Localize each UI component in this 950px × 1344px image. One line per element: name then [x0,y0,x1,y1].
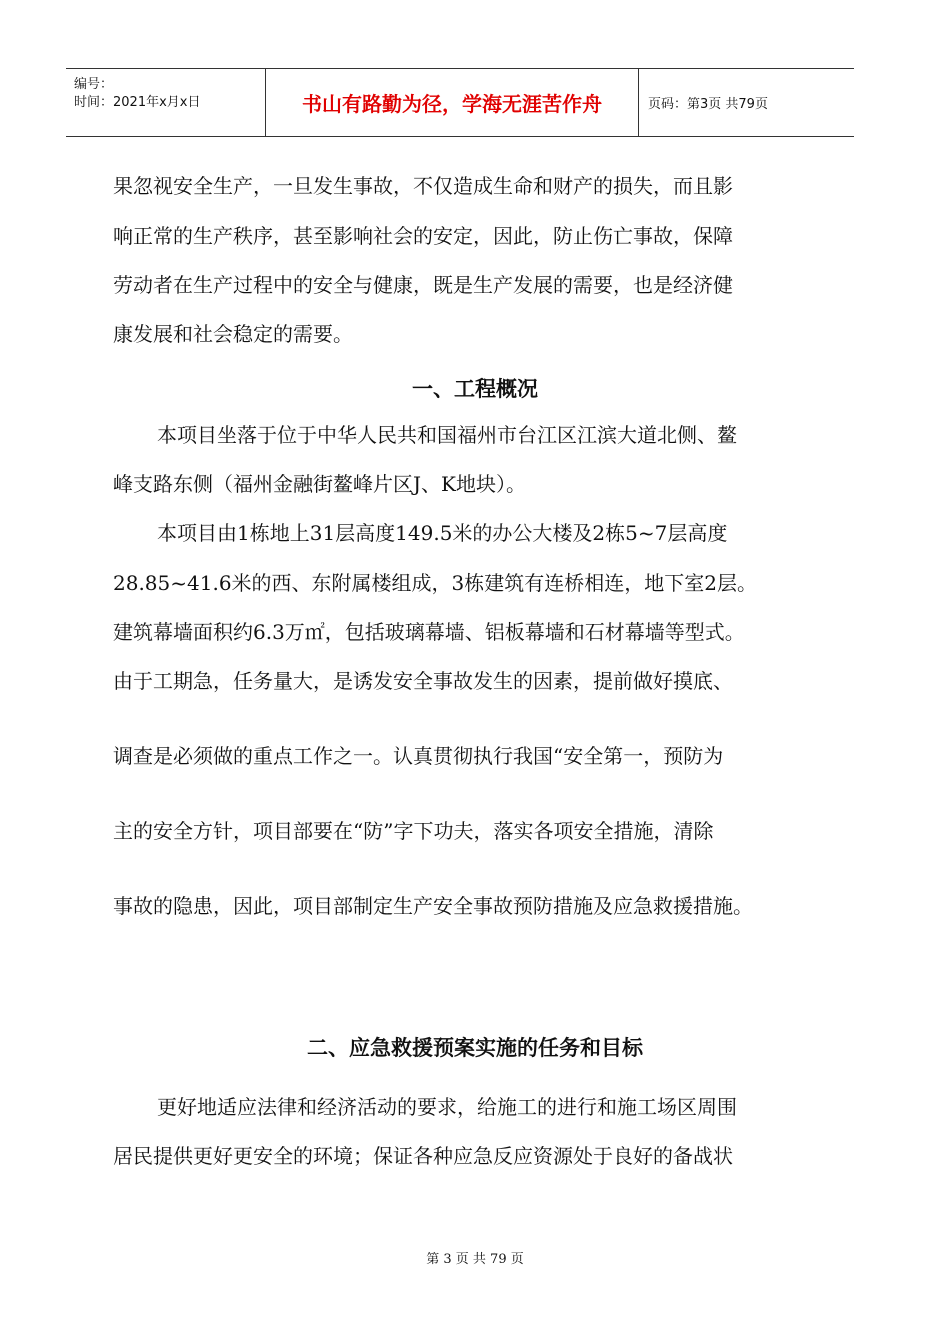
body-line: 康发展和社会稳定的需要。 [113,322,353,346]
header-meta [66,69,265,136]
body-line: 事故的隐患，因此，项目部制定生产安全事故预防措施及应急救援措施。 [113,894,753,918]
header-page-info: 页码：第3页 共79页 [648,97,768,112]
page-header [66,68,854,137]
body-line: 更好地适应法律和经济活动的要求，给施工的进行和施工场区周围 [157,1095,737,1119]
page-footer: 第 3 页 共 79 页 [426,1252,524,1267]
document-number-label: 编号： [74,77,114,92]
header-page-cell [638,69,854,136]
header-motto: 书山有路勤为径，学海无涯苦作舟 [302,92,602,116]
header-motto-cell [265,69,639,136]
body-line: 主的安全方针，项目部要在“防”字下功夫，落实各项安全措施，清除 [113,819,714,843]
section-heading: 一、工程概况 [412,377,538,401]
body-line: 调查是必须做的重点工作之一。认真贯彻执行我国“安全第一，预防为 [113,744,724,768]
body-line: 本项目坐落于位于中华人民共和国福州市台江区江滨大道北侧、鳌 [157,423,737,447]
body-line: 建筑幕墙面积约6.3万㎡，包括玻璃幕墙、铝板幕墙和石材幕墙等型式。 [113,620,745,644]
body-line: 居民提供更好更安全的环境；保证各种应急反应资源处于良好的备战状 [113,1144,733,1168]
body-line: 本项目由1栋地上31层高度149.5米的办公大楼及2栋5~7层高度 [157,521,728,545]
body-line: 28.85~41.6米的西、东附属楼组成，3栋建筑有连桥相连，地下室2层。 [113,571,757,595]
document-time-label: 时间：2021年x月x日 [74,95,201,110]
body-line: 由于工期急，任务量大，是诱发安全事故发生的因素，提前做好摸底、 [113,669,733,693]
section-heading: 二、应急救援预案实施的任务和目标 [307,1036,643,1060]
body-line: 峰支路东侧（福州金融街鳌峰片区J、K地块）。 [113,472,526,496]
body-line: 劳动者在生产过程中的安全与健康，既是生产发展的需要，也是经济健 [113,273,733,297]
body-line: 响正常的生产秩序，甚至影响社会的安定，因此，防止伤亡事故，保障 [113,224,733,248]
body-line: 果忽视安全生产，一旦发生事故，不仅造成生命和财产的损失，而且影 [113,174,733,198]
